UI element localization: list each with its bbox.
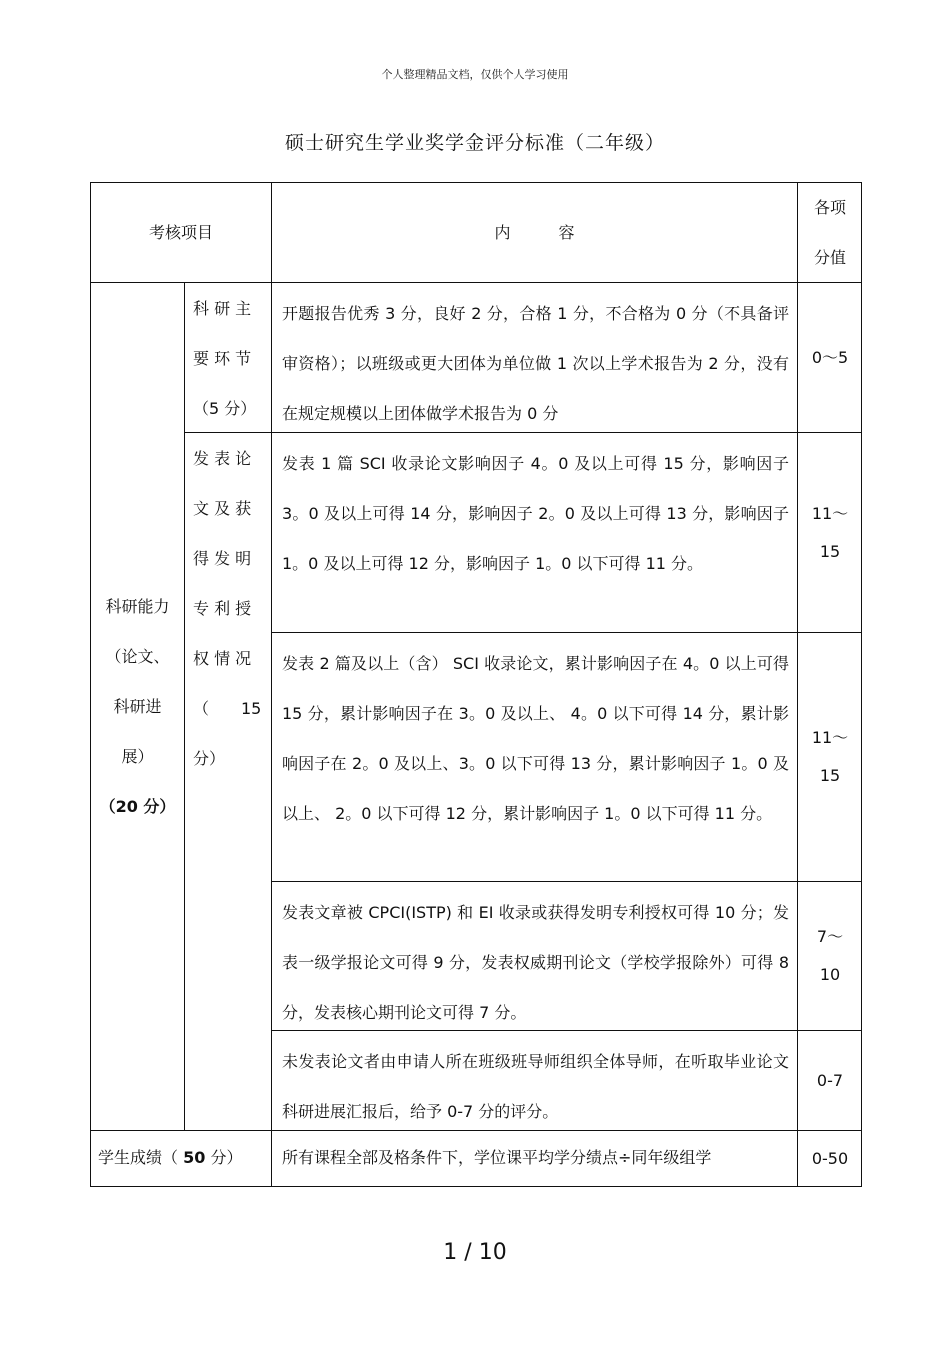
table-border <box>90 182 862 1187</box>
score-cpci-ei: 7～ 10 <box>797 881 862 1030</box>
content-no-publication: 未发表论文者由申请人所在班级班导师组织全体导师，在听取毕业论文科研进展汇报后，给予 0-7 分的评分。 <box>271 1030 797 1130</box>
header-score: 各项 分值 <box>797 182 862 282</box>
subcategory-research-steps: 科 研 主 要 环 节 （5 分） <box>184 282 271 432</box>
subcategory-publications: 发 表 论 文 及 获 得 发 明 专 利 授 权 情 况 （ 15 分） <box>184 432 271 1130</box>
content-grades: 所有课程全部及格条件下，学位课平均学分绩点÷同年级组学 <box>271 1130 797 1187</box>
page-number: 1 / 10 <box>443 1240 507 1265</box>
category-grades: 学生成绩（ 50 分） <box>90 1130 271 1187</box>
score-no-publication: 0-7 <box>797 1030 862 1130</box>
score-single-sci: 11～ 15 <box>797 432 862 632</box>
content-multiple-sci: 发表 2 篇及以上（含） SCI 收录论文，累计影响因子在 4。0 以上可得 15 分，累计影响因子在 3。0 及以上、 4。0 以下可得 14 分，累计影响因子在 2。0 及以上、3。0 以下可得 13 分，累计影响因子 1。0 及以上、 2。0 以下可得 12 分，累计影响因子 1。0 以下可得 11 分。 <box>271 632 797 881</box>
header-item: 考核项目 <box>90 182 271 282</box>
header-content: 内 容 <box>271 182 797 282</box>
category-research: 科研能力 （论文、 科研进 展） （20 分） <box>90 282 184 1130</box>
document-title: 硕士研究生学业奖学金评分标准（二年级） <box>284 132 665 154</box>
score-research-steps: 0～5 <box>797 282 862 432</box>
content-single-sci: 发表 1 篇 SCI 收录论文影响因子 4。0 及以上可得 15 分，影响因子 3。0 及以上可得 14 分，影响因子 2。0 及以上可得 13 分，影响因子 1。0 及以上可得 12 分，影响因子 1。0 以下可得 11 分。 <box>271 432 797 632</box>
score-grades: 0-50 <box>797 1130 862 1187</box>
content-cpci-ei: 发表文章被 CPCI(ISTP) 和 EI 收录或获得发明专利授权可得 10 分；发表一级学报论文可得 9 分，发表权威期刊论文（学校学报除外）可得 8 分，发表核心期刊论文可得 7 分。 <box>271 881 797 1030</box>
score-multiple-sci: 11～ 15 <box>797 632 862 881</box>
content-research-steps: 开题报告优秀 3 分，良好 2 分，合格 1 分，不合格为 0 分（不具备评审资格）；以班级或更大团体为单位做 1 次以上学术报告为 2 分，没有在规定规模以上团体做学术报告为 0 分 <box>271 282 797 432</box>
header-note: 个人整理精品文档，仅供个人学习使用 <box>381 68 569 81</box>
